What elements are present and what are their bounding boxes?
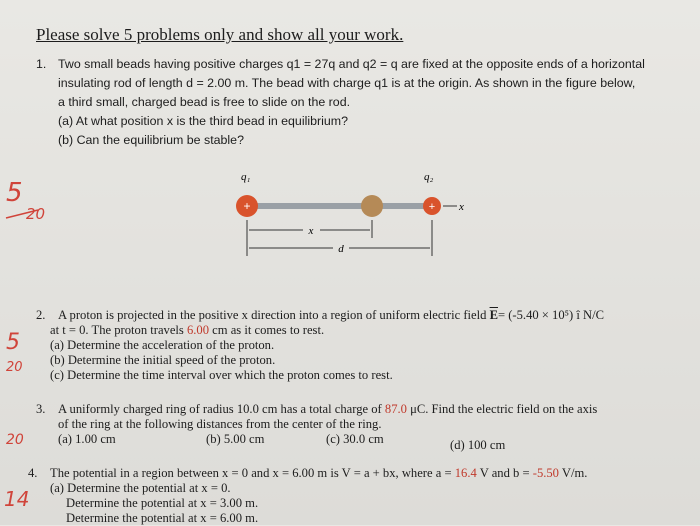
bead-rod-figure bbox=[225, 168, 485, 258]
problem-3 bbox=[36, 402, 696, 452]
problem-text: cm as it comes to rest. bbox=[209, 323, 325, 337]
part-a: (a) 1.00 cm bbox=[58, 432, 116, 446]
part-c: Determine the potential at x = 6.00 m. bbox=[66, 511, 259, 525]
problem-text-line: insulating rod of length d = 2.00 m. The bead with charge q1 is at the origin. As shown in the figure below, bbox=[58, 76, 636, 90]
q2-label: q₂ bbox=[424, 171, 434, 183]
part-c: (c) Determine the time interval over which the proton comes to rest. bbox=[50, 368, 393, 382]
insulating-rod bbox=[247, 203, 435, 209]
charge-value: 87.0 bbox=[384, 402, 407, 416]
problem-2 bbox=[36, 308, 696, 383]
part-b: (b) Can the equilibrium be stable? bbox=[58, 133, 244, 147]
part-d: (d) 100 cm bbox=[450, 438, 506, 452]
grade-mark: 20 bbox=[6, 360, 23, 375]
b-value: -5.50 bbox=[532, 466, 559, 480]
part-a: (a) At what position x is the third bead in equilibrium? bbox=[58, 114, 348, 128]
part-b: Determine the potential at x = 3.00 m. bbox=[66, 496, 259, 510]
problem-text: The potential in a region between x = 0 and x = 6.00 m is V = a + bx, where a = bbox=[50, 466, 455, 480]
problem-number: 3. bbox=[36, 402, 46, 416]
field-vector: $\overline{E}$ bbox=[489, 308, 498, 322]
grade-mark: 20 bbox=[6, 432, 24, 448]
x-dimension-label: x bbox=[308, 225, 314, 237]
problem-number: 4. bbox=[28, 466, 38, 480]
problem-text-line: a third small, charged bead is free to slide on the rod. bbox=[58, 95, 351, 109]
problem-text: μC. Find the electric field on the axis bbox=[406, 402, 598, 416]
part-a: (a) Determine the potential at x = 0. bbox=[50, 481, 231, 495]
q1-sign: + bbox=[243, 199, 251, 213]
x-axis-label: x bbox=[459, 201, 464, 213]
problem-text: A uniformly charged ring of radius 10.0 cm has a total charge of bbox=[58, 402, 385, 416]
problem-text: V and b = bbox=[476, 466, 533, 480]
grade-mark: 5 bbox=[6, 330, 20, 355]
distance-value: 6.00 bbox=[186, 323, 210, 337]
problem-4 bbox=[28, 466, 698, 526]
part-a: (a) Determine the acceleration of the proton. bbox=[50, 338, 275, 352]
center-bead bbox=[361, 195, 383, 217]
part-c: (c) 30.0 cm bbox=[326, 432, 384, 446]
grade-mark: 5 bbox=[6, 178, 23, 208]
problem-text: V/m. bbox=[558, 466, 588, 480]
part-b: (b) Determine the initial speed of the proton. bbox=[50, 353, 276, 367]
d-dimension-label: d bbox=[338, 243, 344, 255]
q2-sign: + bbox=[428, 201, 436, 213]
problem-text-line: of the ring at the following distances from the center of the ring. bbox=[58, 417, 382, 431]
worksheet-header: Please solve 5 problems only and show all your work. bbox=[36, 25, 404, 44]
part-b: (b) 5.00 cm bbox=[206, 432, 265, 446]
problem-text: A proton is projected in the positive x direction into a region of uniform electric field bbox=[58, 308, 490, 322]
problem-text-line: Two small beads having positive charges q1 = 27q and q2 = q are fixed at the opposite ends of a horizontal bbox=[58, 57, 645, 71]
q1-label: q₁ bbox=[241, 171, 251, 183]
grade-mark: 20 bbox=[26, 205, 46, 223]
problem-number: 2. bbox=[36, 308, 46, 322]
field-value: = (-5.40 × 10⁵) î N/C bbox=[497, 308, 605, 322]
grade-mark: 14 bbox=[4, 487, 30, 511]
problem-number: 1. bbox=[36, 57, 47, 71]
problem-1 bbox=[36, 55, 696, 150]
problem-text: at t = 0. The proton travels bbox=[50, 323, 187, 337]
a-value: 16.4 bbox=[454, 466, 477, 480]
